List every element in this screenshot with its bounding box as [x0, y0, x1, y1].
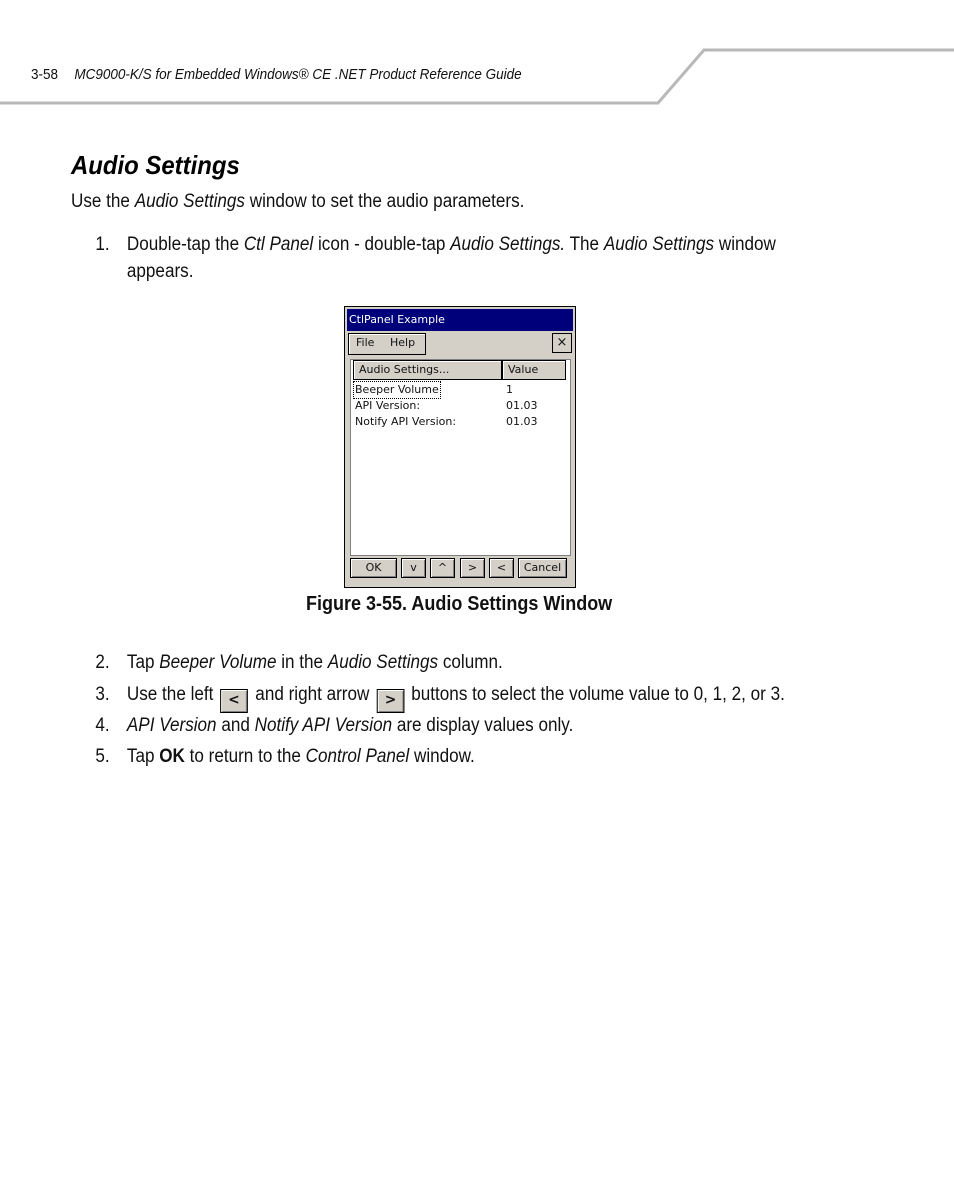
row-value: 1: [506, 383, 513, 396]
section-title: Audio Settings: [71, 150, 240, 180]
menu-file[interactable]: File: [356, 336, 375, 349]
left-arrow-button[interactable]: <: [489, 558, 514, 578]
left-arrow-button-icon: <: [220, 689, 248, 713]
row-value: 01.03: [506, 399, 538, 412]
header-rule: [0, 0, 954, 110]
window-title: CtlPanel Example: [347, 309, 573, 331]
page-number: 3-58: [31, 66, 59, 83]
row-key: Beeper Volume: [355, 383, 439, 396]
right-arrow-button[interactable]: >: [460, 558, 485, 578]
right-arrow-button-icon: >: [376, 689, 404, 713]
row-key: API Version:: [355, 399, 421, 412]
document-title: MC9000-K/S for Embedded Windows® CE .NET Product Reference Guide: [74, 66, 522, 83]
menu-help[interactable]: Help: [390, 336, 416, 349]
settings-list: [350, 359, 571, 556]
column-header-settings[interactable]: Audio Settings...: [353, 360, 502, 380]
column-header-value[interactable]: Value: [502, 360, 566, 380]
intro-paragraph: Use the Audio Settings window to set the audio parameters.: [71, 191, 525, 212]
cancel-button[interactable]: Cancel: [518, 558, 567, 578]
figure-caption: Figure 3-55. Audio Settings Window: [305, 593, 613, 615]
ctlpanel-window: [344, 306, 576, 588]
button-bar: [349, 558, 571, 580]
ok-button[interactable]: OK: [350, 558, 397, 578]
down-button[interactable]: v: [401, 558, 426, 578]
close-button[interactable]: ×: [552, 333, 572, 353]
menu-bar: [348, 333, 426, 355]
running-header: [31, 66, 522, 83]
row-key: Notify API Version:: [355, 415, 457, 428]
row-value: 01.03: [506, 415, 538, 428]
up-button[interactable]: ^: [430, 558, 455, 578]
